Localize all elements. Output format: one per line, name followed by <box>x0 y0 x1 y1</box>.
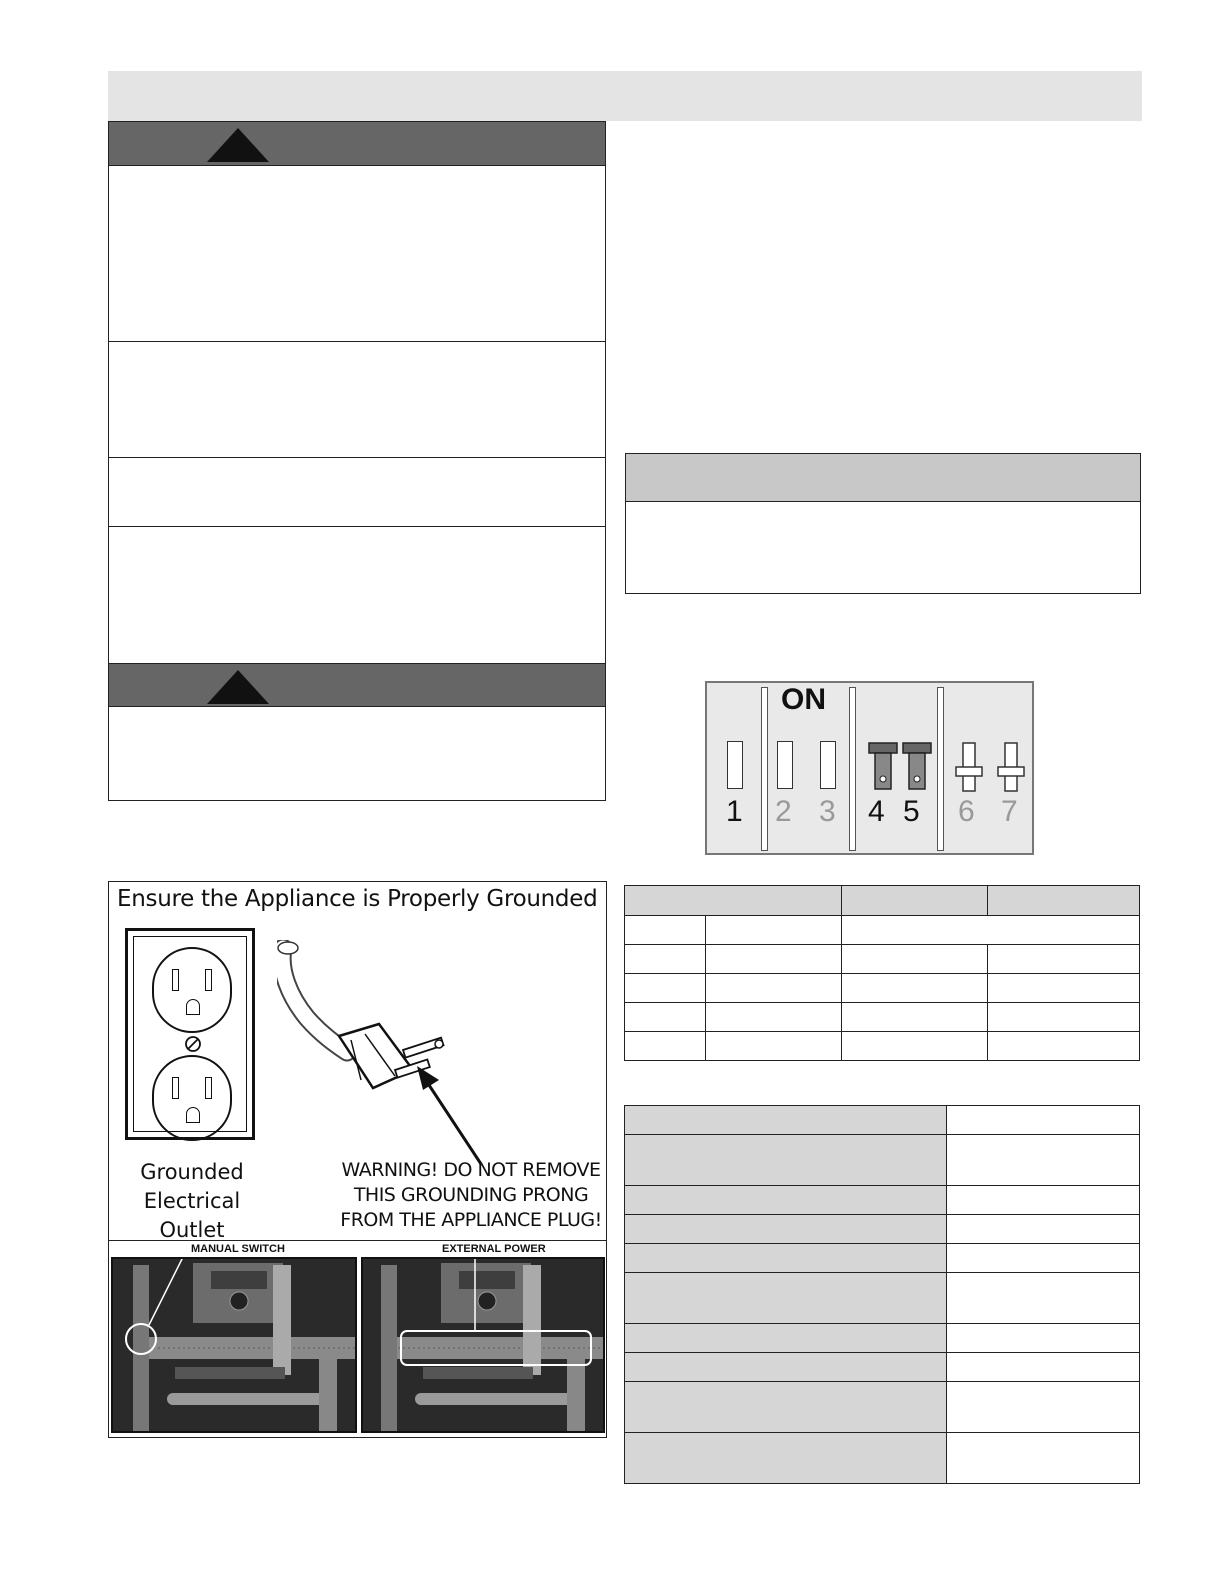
table-cell <box>625 1106 947 1135</box>
table-row <box>625 1273 1140 1324</box>
table-cell <box>988 886 1140 916</box>
note-header <box>625 453 1141 502</box>
table-cell <box>841 886 988 916</box>
dip-switch-1-off <box>727 741 743 789</box>
specifications-table <box>624 1105 1140 1484</box>
table-cell <box>625 1324 947 1353</box>
dip-number: 3 <box>819 795 836 828</box>
table-row <box>625 945 1140 974</box>
dip-number: 2 <box>775 795 792 828</box>
dip-number: 7 <box>1001 795 1018 828</box>
warning-caption-line: WARNING! DO NOT REMOVE <box>341 1159 601 1181</box>
table-cell <box>947 1353 1140 1382</box>
table-cell <box>625 1186 947 1215</box>
table-cell <box>625 1273 947 1324</box>
external-power-photo <box>361 1257 605 1433</box>
table-cell <box>705 1003 841 1032</box>
table-cell <box>988 945 1140 974</box>
warning-triangle-icon <box>207 670 269 704</box>
receptacle-top <box>152 947 232 1033</box>
table-row <box>625 1003 1140 1032</box>
section-header-bar <box>108 71 1142 121</box>
table-row <box>625 1382 1140 1433</box>
table-cell <box>625 1353 947 1382</box>
table-row <box>625 1186 1140 1215</box>
table-cell <box>947 1273 1140 1324</box>
dip-on-label: ON <box>781 683 826 716</box>
arrow-icon <box>409 1062 509 1172</box>
external-power-label: EXTERNAL POWER <box>442 1243 546 1255</box>
dip-number: 4 <box>868 795 885 828</box>
dip-number: 1 <box>726 795 743 828</box>
warning-text-box <box>108 341 606 458</box>
outlet-caption <box>109 1158 275 1245</box>
dip-switch-6-7-off-icon <box>953 739 1029 795</box>
table-cell <box>841 1003 988 1032</box>
table-cell <box>625 916 706 945</box>
table-cell <box>988 974 1140 1003</box>
table-cell <box>988 1032 1140 1061</box>
table-cell <box>947 1382 1140 1433</box>
warning-text-box <box>108 457 606 527</box>
table-cell <box>705 1032 841 1061</box>
table-cell <box>625 1244 947 1273</box>
table-row <box>625 1353 1140 1382</box>
warning-text-box <box>108 526 606 664</box>
outlet-screw-icon <box>184 1035 202 1053</box>
table-cell <box>947 1135 1140 1186</box>
warning-header <box>108 121 606 166</box>
table-row <box>625 974 1140 1003</box>
table-cell <box>947 1106 1140 1135</box>
table-header-row <box>625 886 1140 916</box>
table-cell <box>988 1003 1140 1032</box>
table-cell <box>625 1215 947 1244</box>
warning-caption-line: FROM THE APPLIANCE PLUG! <box>340 1209 602 1231</box>
warning-text-box <box>108 706 606 801</box>
table-cell <box>625 1135 947 1186</box>
table-cell <box>705 916 841 945</box>
outlet-caption-line: Outlet <box>159 1218 225 1242</box>
note-text-box <box>625 501 1141 594</box>
table-cell <box>625 1003 706 1032</box>
dip-switch-figure <box>705 681 1034 855</box>
dip-number: 5 <box>903 795 920 828</box>
table-row <box>625 1215 1140 1244</box>
table-header-row <box>625 1106 1140 1135</box>
figure-title: Ensure the Appliance is Properly Grounded <box>117 886 598 912</box>
dip-settings-table <box>624 885 1140 1061</box>
manual-switch-photo <box>111 1257 357 1433</box>
table-cell <box>705 945 841 974</box>
table-cell <box>841 916 1139 945</box>
dip-switch-4-5-on-icon <box>861 739 933 795</box>
table-row <box>625 1032 1140 1061</box>
table-cell <box>841 1032 988 1061</box>
warning-triangle-icon <box>207 128 269 162</box>
table-cell <box>705 974 841 1003</box>
table-row <box>625 1324 1140 1353</box>
receptacle-bottom <box>152 1055 232 1141</box>
table-cell <box>841 974 988 1003</box>
warning-text-box <box>108 165 606 342</box>
table-cell <box>625 1433 947 1484</box>
grounding-figure <box>108 881 607 1438</box>
dip-switch-2-off <box>777 741 793 789</box>
grounding-warning-caption <box>321 1158 621 1233</box>
table-cell <box>947 1324 1140 1353</box>
warning-header <box>108 663 606 707</box>
warning-caption-line: THIS GROUNDING PRONG <box>353 1184 589 1206</box>
table-row <box>625 916 1140 945</box>
table-cell <box>625 1382 947 1433</box>
outlet-caption-line: Electrical <box>143 1189 241 1213</box>
table-cell <box>947 1186 1140 1215</box>
table-row <box>625 1135 1140 1186</box>
table-cell <box>947 1433 1140 1484</box>
table-cell <box>625 974 706 1003</box>
dip-number: 6 <box>958 795 975 828</box>
table-cell <box>625 1032 706 1061</box>
outlet-caption-line: Grounded <box>140 1160 244 1184</box>
electrical-outlet-icon <box>125 928 255 1140</box>
table-row <box>625 1244 1140 1273</box>
dip-switch-3-off <box>820 741 836 789</box>
table-cell <box>947 1244 1140 1273</box>
table-cell <box>947 1215 1140 1244</box>
table-cell <box>625 945 706 974</box>
manual-switch-label: MANUAL SWITCH <box>191 1243 285 1255</box>
table-cell <box>625 886 842 916</box>
table-row <box>625 1433 1140 1484</box>
table-cell <box>841 945 988 974</box>
